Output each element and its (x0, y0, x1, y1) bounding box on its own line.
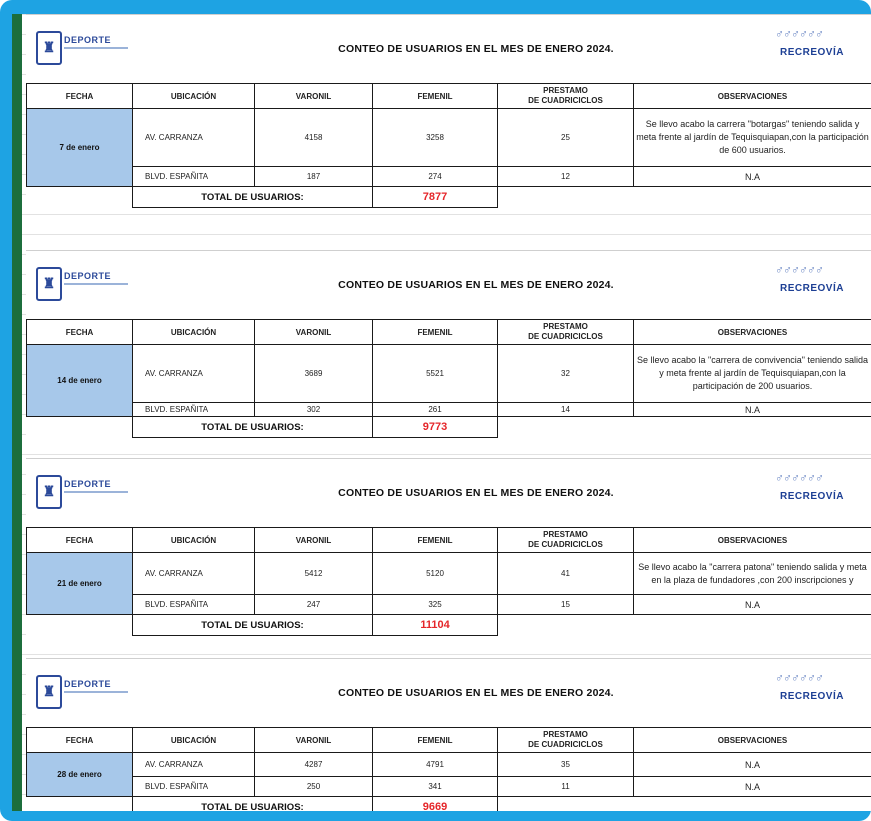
deporte-logo-text: DEPORTE (64, 479, 112, 489)
col-varonil[interactable]: VARONIL (255, 528, 373, 553)
total-label[interactable]: TOTAL DE USUARIOS: (133, 187, 373, 208)
shield-icon: ♜ (36, 267, 62, 301)
recreovia-logo (771, 669, 853, 715)
prestamo-cell[interactable]: 11 (498, 777, 634, 797)
ubicacion-cell[interactable]: BLVD. ESPAÑITA (133, 595, 255, 615)
total-label[interactable]: TOTAL DE USUARIOS: (133, 615, 373, 636)
femenil-cell[interactable]: 341 (373, 777, 498, 797)
table-row (27, 345, 871, 403)
report-header (26, 658, 871, 727)
varonil-cell[interactable]: 247 (255, 595, 373, 615)
users-table (26, 83, 871, 208)
report-block-1 (26, 14, 871, 208)
col-fecha[interactable]: FECHA (27, 528, 133, 553)
varonil-cell[interactable]: 4287 (255, 753, 373, 777)
cyclists-icon: ♂♂♂♂♂♂ (775, 671, 823, 685)
varonil-cell[interactable]: 4158 (255, 109, 373, 167)
varonil-cell[interactable]: 250 (255, 777, 373, 797)
report-header (26, 250, 871, 319)
femenil-cell[interactable]: 3258 (373, 109, 498, 167)
total-value[interactable]: 11104 (373, 615, 498, 636)
col-varonil[interactable]: VARONIL (255, 84, 373, 109)
ubicacion-cell[interactable]: BLVD. ESPAÑITA (133, 403, 255, 417)
prestamo-cell[interactable]: 25 (498, 109, 634, 167)
fecha-cell[interactable]: 7 de enero (27, 109, 133, 187)
report-block-4 (26, 658, 871, 811)
femenil-cell[interactable]: 5521 (373, 345, 498, 403)
col-ubicacion[interactable]: UBICACIÓN (133, 728, 255, 753)
recreovia-logo-text: RECREOVÍA (780, 283, 844, 294)
observaciones-cell[interactable]: Se llevo acabo la "carrera patona" teniendo salida y meta en la plaza de fundadores ,con 200 inscripciones y (634, 553, 871, 595)
report-title: CONTEO DE USUARIOS EN EL MES DE ENERO 2024. (338, 487, 614, 499)
report-block-3 (26, 458, 871, 636)
prestamo-cell[interactable]: 15 (498, 595, 634, 615)
col-observaciones[interactable]: OBSERVACIONES (634, 728, 871, 753)
femenil-cell[interactable]: 4791 (373, 753, 498, 777)
ubicacion-cell[interactable]: AV. CARRANZA (133, 753, 255, 777)
observaciones-cell[interactable]: Se llevo acabo la "carrera de convivencia" teniendo salida y meta frente al jardín de Tequisquiapan,con la participación de 200 usuarios. (634, 345, 871, 403)
recreovia-logo-text: RECREOVÍA (780, 47, 844, 58)
shield-icon: ♜ (36, 31, 62, 65)
femenil-cell[interactable]: 261 (373, 403, 498, 417)
report-title: CONTEO DE USUARIOS EN EL MES DE ENERO 2024. (338, 687, 614, 699)
col-femenil[interactable]: FEMENIL (373, 320, 498, 345)
total-row (27, 187, 871, 208)
col-fecha[interactable]: FECHA (27, 320, 133, 345)
table-row (27, 753, 871, 777)
table-row (27, 167, 871, 187)
cyclists-icon: ♂♂♂♂♂♂ (775, 27, 823, 41)
col-prestamo[interactable]: PRESTAMO DE CUADRICICLOS (498, 84, 634, 109)
table-row (27, 403, 871, 417)
table-row (27, 553, 871, 595)
varonil-cell[interactable]: 3689 (255, 345, 373, 403)
prestamo-cell[interactable]: 14 (498, 403, 634, 417)
table-row (27, 109, 871, 167)
table-row (27, 777, 871, 797)
report-header (26, 458, 871, 527)
col-observaciones[interactable]: OBSERVACIONES (634, 320, 871, 345)
observaciones-cell[interactable]: N.A (634, 777, 871, 797)
total-label[interactable]: TOTAL DE USUARIOS: (133, 797, 373, 812)
total-value[interactable]: 9773 (373, 417, 498, 438)
selection-indicator (12, 14, 22, 811)
deporte-logo (36, 31, 136, 65)
total-row (27, 797, 871, 812)
cyclists-icon: ♂♂♂♂♂♂ (775, 263, 823, 277)
total-row (27, 417, 871, 438)
col-femenil[interactable]: FEMENIL (373, 528, 498, 553)
recreovia-logo-text: RECREOVÍA (780, 691, 844, 702)
col-observaciones[interactable]: OBSERVACIONES (634, 84, 871, 109)
femenil-cell[interactable]: 5120 (373, 553, 498, 595)
femenil-cell[interactable]: 274 (373, 167, 498, 187)
col-prestamo[interactable]: PRESTAMO DE CUADRICICLOS (498, 728, 634, 753)
observaciones-cell[interactable]: N.A (634, 753, 871, 777)
fecha-cell[interactable]: 14 de enero (27, 345, 133, 417)
varonil-cell[interactable]: 187 (255, 167, 373, 187)
recreovia-logo (771, 469, 853, 515)
ubicacion-cell[interactable]: BLVD. ESPAÑITA (133, 777, 255, 797)
ubicacion-cell[interactable]: BLVD. ESPAÑITA (133, 167, 255, 187)
deporte-logo-text: DEPORTE (64, 679, 112, 689)
total-label[interactable]: TOTAL DE USUARIOS: (133, 417, 373, 438)
col-fecha[interactable]: FECHA (27, 728, 133, 753)
observaciones-cell[interactable]: Se llevo acabo la carrera "botargas" teniendo salida y meta frente al jardín de Tequisquiapan,con la participación de 600 usuarios. (634, 109, 871, 167)
ubicacion-cell[interactable]: AV. CARRANZA (133, 109, 255, 167)
deporte-logo (36, 267, 136, 301)
deporte-logo-text: DEPORTE (64, 271, 112, 281)
col-ubicacion[interactable]: UBICACIÓN (133, 528, 255, 553)
table-row (27, 595, 871, 615)
recreovia-logo (771, 25, 853, 71)
recreovia-logo-text: RECREOVÍA (780, 491, 844, 502)
deporte-logo (36, 475, 136, 509)
report-block-2 (26, 250, 871, 438)
col-femenil[interactable]: FEMENIL (373, 728, 498, 753)
varonil-cell[interactable]: 302 (255, 403, 373, 417)
prestamo-cell[interactable]: 32 (498, 345, 634, 403)
col-ubicacion[interactable]: UBICACIÓN (133, 84, 255, 109)
report-title: CONTEO DE USUARIOS EN EL MES DE ENERO 2024. (338, 43, 614, 55)
users-table (26, 727, 871, 811)
report-title: CONTEO DE USUARIOS EN EL MES DE ENERO 2024. (338, 279, 614, 291)
col-femenil[interactable]: FEMENIL (373, 84, 498, 109)
recreovia-logo (771, 261, 853, 307)
varonil-cell[interactable]: 5412 (255, 553, 373, 595)
users-table (26, 319, 871, 438)
fecha-cell[interactable]: 21 de enero (27, 553, 133, 615)
col-observaciones[interactable]: OBSERVACIONES (634, 528, 871, 553)
observaciones-cell[interactable]: N.A (634, 167, 871, 187)
observaciones-cell[interactable]: N.A (634, 595, 871, 615)
col-prestamo[interactable]: PRESTAMO DE CUADRICICLOS (498, 528, 634, 553)
shield-icon: ♜ (36, 675, 62, 709)
deporte-logo-text: DEPORTE (64, 35, 112, 45)
col-prestamo[interactable]: PRESTAMO DE CUADRICICLOS (498, 320, 634, 345)
shield-icon: ♜ (36, 475, 62, 509)
ubicacion-cell[interactable]: AV. CARRANZA (133, 553, 255, 595)
cyclists-icon: ♂♂♂♂♂♂ (775, 471, 823, 485)
femenil-cell[interactable]: 325 (373, 595, 498, 615)
observaciones-cell[interactable]: N.A (634, 403, 871, 417)
total-value[interactable]: 7877 (373, 187, 498, 208)
prestamo-cell[interactable]: 12 (498, 167, 634, 187)
col-fecha[interactable]: FECHA (27, 84, 133, 109)
total-row (27, 615, 871, 636)
fecha-cell[interactable]: 28 de enero (27, 753, 133, 797)
col-varonil[interactable]: VARONIL (255, 320, 373, 345)
prestamo-cell[interactable]: 35 (498, 753, 634, 777)
spreadsheet[interactable] (12, 14, 871, 811)
report-header (26, 14, 871, 83)
users-table (26, 527, 871, 636)
prestamo-cell[interactable]: 41 (498, 553, 634, 595)
col-varonil[interactable]: VARONIL (255, 728, 373, 753)
ubicacion-cell[interactable]: AV. CARRANZA (133, 345, 255, 403)
deporte-logo (36, 675, 136, 709)
col-ubicacion[interactable]: UBICACIÓN (133, 320, 255, 345)
total-value[interactable]: 9669 (373, 797, 498, 812)
